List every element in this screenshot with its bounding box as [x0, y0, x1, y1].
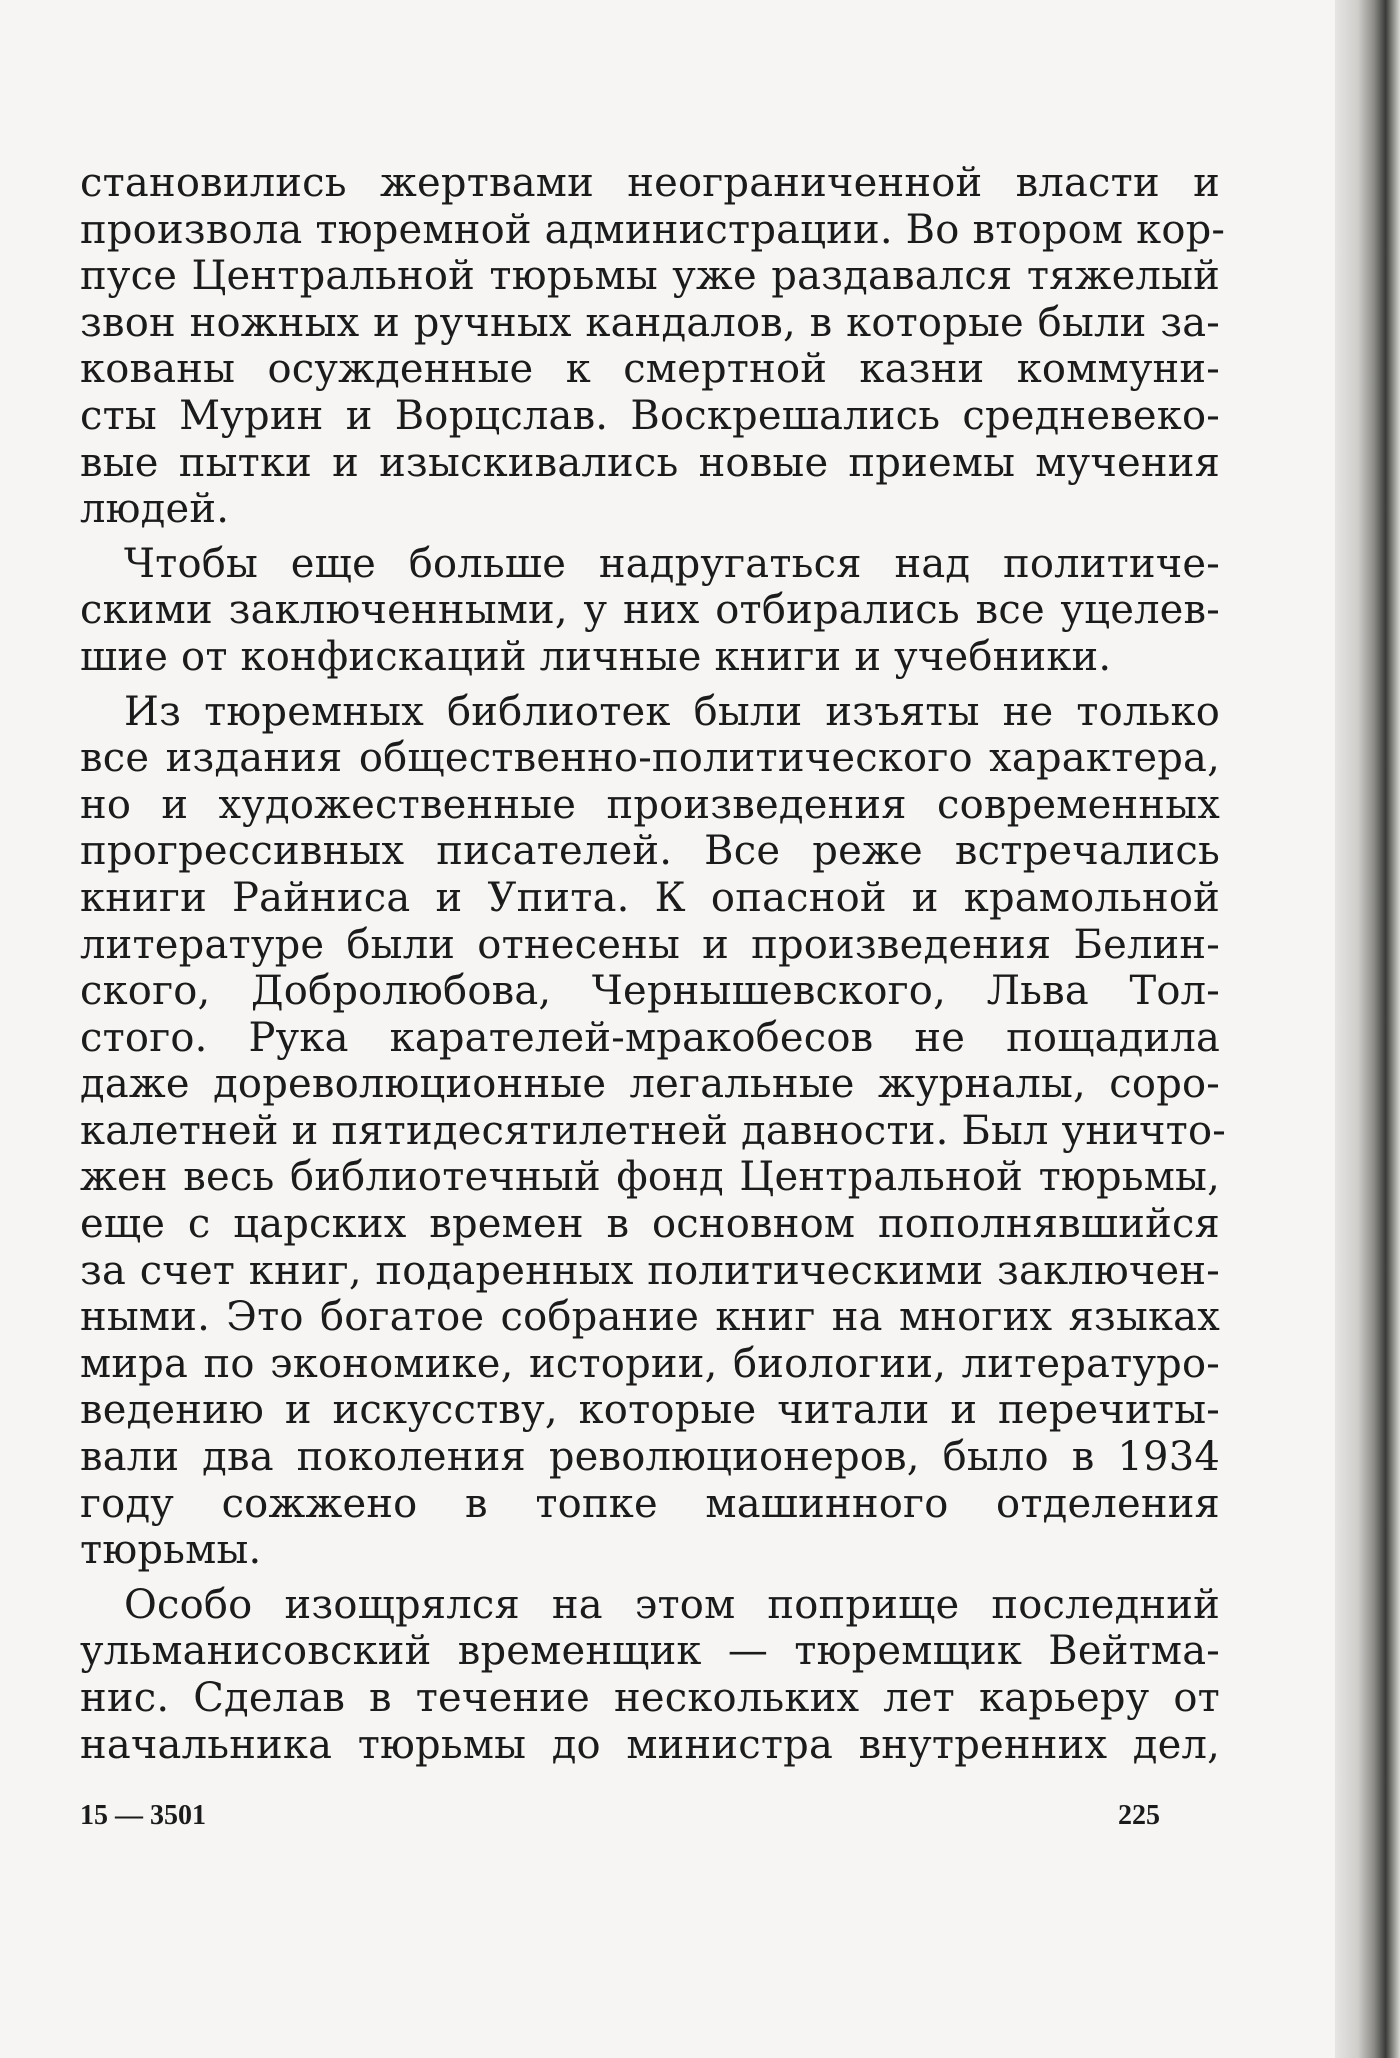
text-line: но и художественные произведения современных — [80, 781, 1220, 828]
text-line: прогрессивных писателей. Все реже встречались — [80, 828, 1220, 875]
text-line: нис. Сделав в течение нескольких лет карьеру от — [80, 1675, 1220, 1721]
text-line: Особо изощрялся на этом поприще последний — [124, 1581, 1220, 1628]
paragraph-4 — [80, 1582, 1220, 1768]
page-number: 225 — [1118, 1800, 1160, 1831]
text-line: вали два поколения революционеров, было в 1934 — [80, 1434, 1220, 1481]
text-line: скими заключенными, у них отбирались все уцелев- — [80, 587, 1220, 634]
text-line: тюрьмы. — [80, 1527, 262, 1574]
text-line: людей. — [80, 486, 230, 533]
paragraph-3 — [80, 688, 1227, 1574]
text-line: шие от конфискаций личные книги и учебники. — [80, 633, 1112, 680]
page-edge-shadow — [1335, 0, 1400, 2058]
text-line: литературе были отнесены и произведения Белин- — [80, 921, 1220, 968]
text-line: вые пытки и изыскивались новые приемы мучения — [80, 439, 1220, 486]
text-line: книги Райниса и Упита. К опасной и крамольной — [80, 874, 1220, 921]
text-line: все издания общественно-политического характера, — [80, 735, 1220, 782]
text-line: даже дореволюционные легальные журналы, соро- — [80, 1061, 1220, 1108]
text-line: ульманисовский временщик — тюремщик Вейтма- — [80, 1628, 1220, 1675]
text-line: ными. Это богатое собрание книг на многих языках — [80, 1294, 1220, 1341]
text-line: произвола тюремной администрации. Во втором кор- — [80, 206, 1226, 253]
text-line: Чтобы еще больше надругаться над политиче- — [124, 540, 1220, 587]
text-line: становились жертвами неограниченной власти и — [80, 160, 1220, 206]
text-line: калетней и пятидесятилетней давности. Был уничто- — [80, 1107, 1227, 1154]
text-line: мира по экономике, истории, биологии, литературо- — [80, 1340, 1220, 1387]
text-line: звон ножных и ручных кандалов, в которые были за- — [80, 299, 1220, 346]
text-line: кованы осужденные к смертной казни коммуни- — [80, 346, 1220, 393]
text-line: начальника тюрьмы до министра внутренних дел, — [80, 1721, 1220, 1768]
text-line: жен весь библиотечный фонд Центральной тюрьмы, — [80, 1154, 1220, 1201]
text-line: ведению и искусству, которые читали и перечиты- — [80, 1387, 1220, 1434]
text-line: за счет книг, подаренных политическими заключен- — [80, 1247, 1220, 1294]
text-line: сты Мурин и Ворцслав. Воскрешались средневеко- — [80, 392, 1220, 439]
text-line: ского, Добролюбова, Чернышевского, Льва Тол- — [80, 968, 1220, 1015]
text-line: еще с царских времен в основном пополнявшийся — [80, 1201, 1220, 1248]
text-line: стого. Рука карателей-мракобесов не пощадила — [80, 1014, 1220, 1061]
text-line: пусе Центральной тюрьмы уже раздавался тяжелый — [80, 253, 1220, 300]
text-line: Из тюремных библиотек были изъяты не только — [124, 688, 1220, 735]
text-line: году сожжено в топке машинного отделения — [80, 1480, 1220, 1527]
printer-signature: 15 — 3501 — [80, 1800, 206, 1831]
paragraph-1 — [80, 160, 1226, 533]
body-text — [80, 160, 1227, 1776]
paragraph-2 — [80, 541, 1220, 681]
